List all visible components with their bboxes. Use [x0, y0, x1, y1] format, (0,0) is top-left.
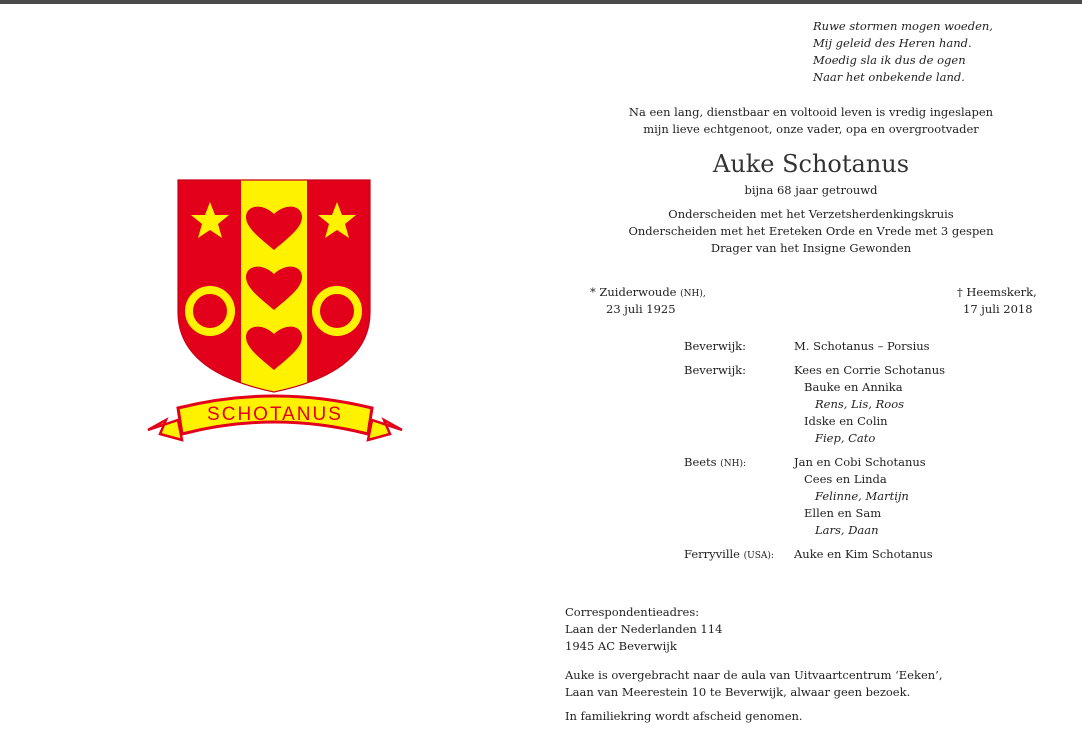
grandchildren: Fiep, Cato: [815, 431, 876, 445]
deceased-name: Auke Schotanus: [712, 150, 910, 178]
family-member: Kees en Corrie Schotanus: [794, 363, 946, 377]
honour-1: Onderscheiden met het Verzetsherdenkingskruis: [668, 207, 954, 221]
poem: [813, 18, 993, 86]
family-place-note: (USA):: [743, 551, 774, 561]
aula-line-1: Auke is overgebracht naar de aula van Uitvaartcentrum ‘Eeken’,: [565, 668, 943, 682]
poem-line: Moedig sla ik dus de ogen: [813, 53, 966, 67]
family-member: Idske en Colin: [804, 414, 888, 428]
honour-3: Drager van het Insigne Gewonden: [710, 241, 912, 255]
grandchildren: Felinne, Martijn: [815, 489, 909, 503]
death-date: 17 juli 2018: [963, 302, 1033, 316]
correspondence-heading: Correspondentieadres:: [565, 605, 700, 619]
family-member: Cees en Linda: [804, 472, 887, 486]
poem-line: Naar het onbekende land.: [813, 70, 965, 84]
grandchildren: Rens, Lis, Roos: [815, 397, 905, 411]
coat-of-arms: [140, 172, 410, 462]
family-member: M. Schotanus – Porsius: [794, 339, 930, 353]
family-member: Auke en Kim Schotanus: [794, 547, 933, 561]
poem-line: Ruwe stormen mogen woeden,: [813, 19, 993, 33]
family-member: Bauke en Annika: [804, 380, 903, 394]
birth-region: (NH),: [680, 289, 706, 299]
married-duration: bijna 68 jaar getrouwd: [744, 183, 878, 197]
family-member: Jan en Cobi Schotanus: [794, 455, 926, 469]
family-place: [684, 546, 774, 565]
top-border: [0, 0, 1082, 4]
correspondence-city: 1945 AC Beverwijk: [565, 639, 677, 653]
banner-text: SCHOTANUS: [207, 404, 343, 425]
family-place: [684, 454, 746, 473]
family-member: Ellen en Sam: [804, 506, 882, 520]
family-place-name: Beets: [684, 455, 717, 469]
family-place-name: Ferryville: [684, 547, 740, 561]
honour-2: Onderscheiden met het Ereteken Orde en Vrede met 3 gespen: [628, 224, 994, 238]
banner: [148, 396, 402, 440]
intro-line-2: mijn lieve echtgenoot, onze vader, opa en overgrootvader: [643, 122, 979, 136]
birth-place-name: * Zuiderwoude: [590, 285, 677, 299]
birth-date: 23 juli 1925: [606, 302, 676, 316]
intro-line-1: Na een lang, dienstbaar en voltooid leven is vredig ingeslapen: [628, 105, 994, 119]
poem-line: Mij geleid des Heren hand.: [813, 36, 972, 50]
death-place: † Heemskerk,: [957, 285, 1037, 299]
correspondence-street: Laan der Nederlanden 114: [565, 622, 723, 636]
grandchildren: Lars, Daan: [815, 523, 879, 537]
aula-line-2: Laan van Meerestein 10 te Beverwijk, alwaar geen bezoek.: [565, 685, 911, 699]
family-place: Beverwijk:: [684, 363, 746, 377]
family-place-note: (NH):: [720, 459, 747, 469]
family-place: Beverwijk:: [684, 339, 746, 353]
farewell-note: In familiekring wordt afscheid genomen.: [565, 709, 803, 723]
